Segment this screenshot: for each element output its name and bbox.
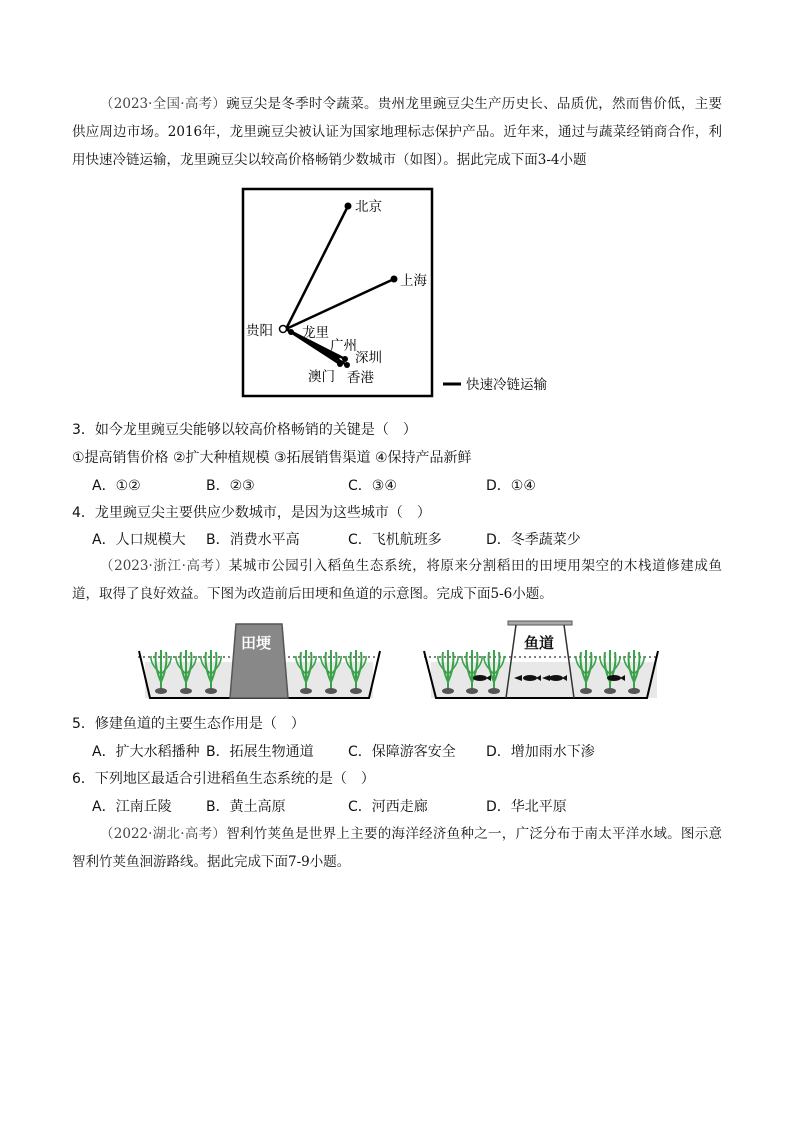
macau-dot [337, 361, 343, 367]
label-shanghai: 上海 [400, 273, 427, 289]
shanghai-dot [391, 276, 398, 283]
after-diagram [424, 621, 658, 698]
question-3-items: ①提高销售价格 ②扩大种植规模 ③拓展销售渠道 ④保持产品新鲜 [72, 450, 472, 466]
cold-chain-map [236, 184, 566, 400]
shenzhen-dot [342, 356, 348, 362]
route-beijing [286, 206, 348, 329]
label-longli: 龙里 [302, 325, 329, 341]
source-tag: （2022·湖北·高考） [100, 826, 227, 842]
option-b[interactable]: B．黄土高原 [206, 799, 286, 815]
option-a[interactable]: A．人口规模大 [92, 532, 186, 548]
paragraph-text: 智利竹荚鱼是世界上主要的海洋经济鱼种之一，广泛分布于南太平洋水域。图示意智利竹荚鱼洄游路线。据此完成下面7-9小题。 [72, 826, 722, 870]
option-b[interactable]: B．②③ [206, 478, 255, 494]
option-c[interactable]: C．保障游客安全 [348, 744, 456, 760]
option-b[interactable]: B．拓展生物通道 [206, 744, 314, 760]
question-4-stem: 4．龙里豌豆尖主要供应少数城市，是因为这些城市（ ） [72, 505, 431, 521]
option-c[interactable]: C．飞机航班多 [348, 532, 442, 548]
beijing-dot [345, 203, 352, 210]
intro-paragraph-1 [72, 90, 722, 174]
option-c[interactable]: C．③④ [348, 478, 397, 494]
label-guangzhou: 广州 [330, 338, 357, 354]
question-5-stem: 5．修建鱼道的主要生态作用是（ ） [72, 716, 305, 732]
option-a[interactable]: A．扩大水稻播种 [92, 744, 200, 760]
paddy-figure [136, 618, 660, 704]
label-fishway: 鱼道 [524, 634, 555, 652]
label-shenzhen: 深圳 [355, 350, 382, 366]
longli-dot [288, 329, 294, 335]
label-beijing: 北京 [355, 199, 382, 215]
paragraph-text: 某城市公园引入稻鱼生态系统，将原来分割稻田的田埂用架空的木栈道修建成鱼道，取得了良好效益。下图为改造前后田埂和鱼道的示意图。完成下面5-6小题。 [72, 558, 722, 602]
label-hongkong: 香港 [347, 370, 374, 386]
guangzhou-dot [334, 354, 340, 360]
label-macau: 澳门 [308, 369, 335, 385]
route-shanghai [286, 279, 394, 329]
before-diagram [138, 624, 380, 698]
intro-paragraph-3 [72, 820, 722, 876]
option-d[interactable]: D．冬季蔬菜少 [486, 532, 581, 548]
option-d[interactable]: D．华北平原 [486, 799, 567, 815]
option-b[interactable]: B．消费水平高 [206, 532, 300, 548]
label-ridge: 田埂 [241, 634, 272, 652]
hongkong-dot [344, 362, 350, 368]
intro-paragraph-2 [72, 552, 722, 608]
option-c[interactable]: C．河西走廊 [348, 799, 428, 815]
option-a[interactable]: A．江南丘陵 [92, 799, 172, 815]
source-tag: （2023·浙江·高考） [100, 558, 229, 574]
option-d[interactable]: D．增加雨水下渗 [486, 744, 595, 760]
source-tag: （2023·全国·高考） [100, 96, 227, 112]
paragraph-text: 豌豆尖是冬季时令蔬菜。贵州龙里豌豆尖生产历史长、品质优，然而售价低，主要供应周边市场。2016年，龙里豌豆尖被认证为国家地理标志保护产品。近年来，通过与蔬菜经销商合作，利用快速冷链运输，龙里豌豆尖以较高价格畅销少数城市（如图）。据此完成下面3-4小题 [72, 96, 722, 168]
guiyang-dot [280, 326, 287, 333]
label-guiyang: 贵阳 [246, 323, 273, 339]
question-6-stem: 6．下列地区最适合引进稻鱼生态系统的是（ ） [72, 771, 375, 787]
legend-label: 快速冷链运输 [466, 377, 547, 393]
boardwalk-deck [508, 621, 572, 625]
option-a[interactable]: A．①② [92, 478, 141, 494]
option-d[interactable]: D．①④ [486, 478, 536, 494]
question-3-stem: 3．如今龙里豌豆尖能够以较高价格畅销的关键是（ ） [72, 422, 417, 438]
